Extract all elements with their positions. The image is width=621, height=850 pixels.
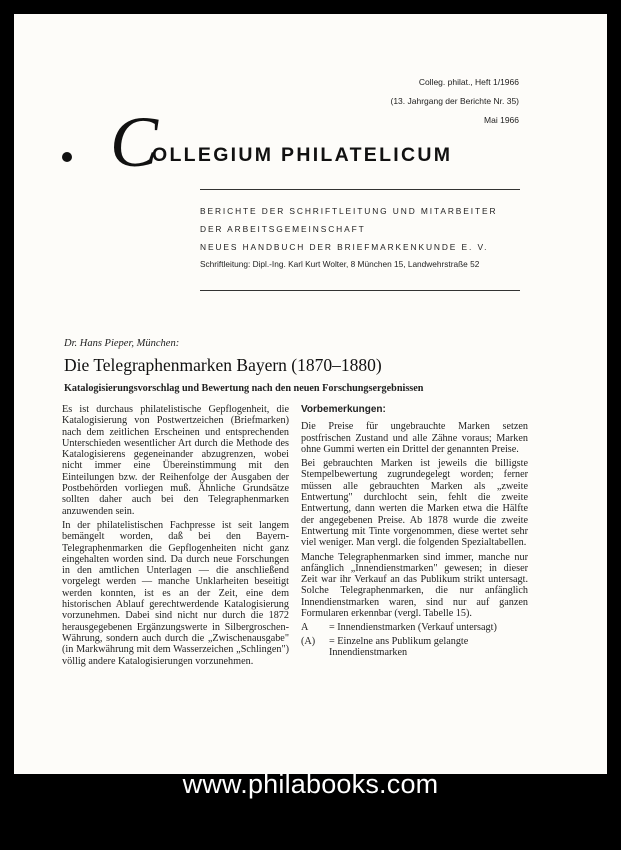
legend-item <box>301 622 528 633</box>
paragraph: Bei gebrauchten Marken ist jeweils die billigste Stempelbewertung zugrundegelegt worden; ferner müssen alle gebrauchten Marken als „zweite Entwertung" durchlocht sein, fehlt die zweite Entwertung, dann werten die Marken etwa die Hälfte der angegebenen Preise. Ab 1878 wurde die zweite Entwertung mit Tinte vorgenommen, diese wertet sehr viel weniger. Man vergl. die folgenden Spezialtabellen. <box>301 458 528 549</box>
article-subtitle: Katalogisierungsvorschlag und Bewertung nach den neuen Forschungsergebnissen <box>64 383 424 394</box>
legend-list <box>301 622 528 658</box>
legend-code: A <box>301 622 309 634</box>
document-page <box>14 14 607 774</box>
masthead-subtitle-3: NEUES HANDBUCH DER BRIEFMARKENKUNDE E. V. <box>200 242 489 252</box>
legend-text: = Innendienstmarken (Verkauf untersagt) <box>329 622 497 634</box>
paragraph: Manche Telegraphenmarken sind immer, manche nur anfänglich „Innendienstmarken" gewesen; in dieser Zeit war ihr Verkauf an das Publikum strikt untersagt. Solche Telegraphenmarken, die nur anfänglich Innendienstmarken waren, sind nur auf ganzen Formularen erkennbar (vergl. Tabelle 15). <box>301 551 528 620</box>
issue-info-line-2: (13. Jahrgang der Berichte Nr. 35) <box>390 96 519 106</box>
legend-text: = Einzelne ans Publikum gelangte Innendienstmarken <box>329 635 469 658</box>
article-column-left <box>62 404 289 670</box>
issue-date: Mai 1966 <box>484 115 519 125</box>
legend-item <box>301 636 528 659</box>
article-column-right <box>301 404 528 660</box>
article-author: Dr. Hans Pieper, München: <box>64 338 180 349</box>
paragraph: Es ist durchaus philatelistische Gepflogenheit, die Katalogisierung von Postwertzeichen (Briefmarken) nach dem zeitlichen Erscheinen und entsprechenden Unterschieden wesentlicher Art durch die Methode des Katalogisierens gegeneinander abzugrenzen, wobei nicht immer eine Übereinstimmung mit den Einteilungen bzw. der Reihenfolge der Ausgaben der Postbehörden vorliegen muß. Ähnliche Grundsätze sollten daher auch bei den Telegraphenmarken anzuwenden sein. <box>62 404 289 517</box>
article-title: Die Telegraphenmarken Bayern (1870–1880) <box>64 355 382 375</box>
divider-bottom <box>200 290 520 291</box>
paragraph: Die Preise für ungebrauchte Marken setzen postfrischen Zustand und alle Zähne voraus; Marken ohne Gummi werten ein Drittel der genannten Preise. <box>301 421 528 455</box>
paragraph: In der philatelistischen Fachpresse ist seit langem bemängelt worden, daß bei den Bayern-Telegraphenmarken die Gepflogenheiten nicht ganz eingehalten worden sind. Da durch neue Forschungen in den amtlichen Unterlagen — die anschließend vorgelegt werden — manche Unklarheiten beseitigt werden konnten, ist es an der Zeit, eine dem historischen Ablauf gerechtwerdende Katalogisierung vorzunehmen. Dabei sind nicht nur durch die 1872 herausgegebenen Ergänzungswerte in Silbergroschen-Währung, sondern auch durch die „Zwischenausgabe" (in Markwährung mit dem Wasserzeichen „Schlingen") völlig andere Katalogisierungen vorzunehmen. <box>62 519 289 667</box>
legend-code: (A) <box>301 635 316 647</box>
divider-top <box>200 189 520 190</box>
masthead-subtitle-1: BERICHTE DER SCHRIFTLEITUNG UND MITARBEITER <box>200 206 498 216</box>
masthead-bullet-icon <box>62 152 72 162</box>
masthead-subtitle-2: DER ARBEITSGEMEINSCHAFT <box>200 224 366 234</box>
section-heading: Vorbemerkungen: <box>301 404 386 415</box>
masthead-title: OLLEGIUM PHILATELICUM <box>152 144 453 166</box>
watermark-url: www.philabooks.com <box>182 769 439 799</box>
editor-line: Schriftleitung: Dipl.-Ing. Karl Kurt Wolter, 8 München 15, Landwehrstraße 52 <box>200 259 480 269</box>
masthead-initial: C <box>110 102 159 182</box>
issue-info-line-1: Colleg. philat., Heft 1/1966 <box>418 77 519 87</box>
